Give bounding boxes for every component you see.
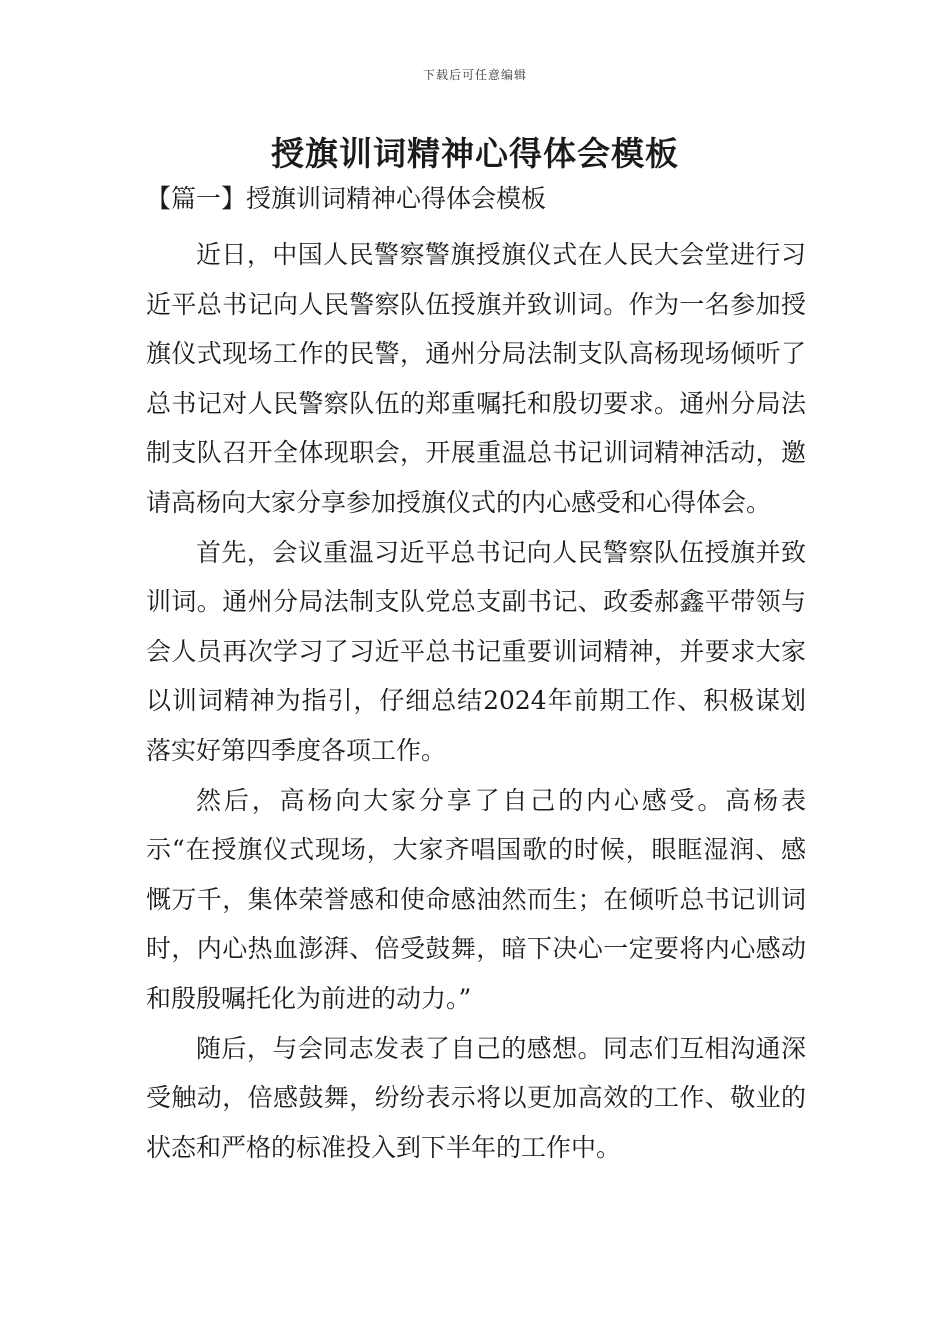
header-note: 下载后可任意编辑 xyxy=(422,68,527,82)
document-title: 授旗训词精神心得体会模板 xyxy=(271,134,679,173)
section-heading: 【篇一】授旗训词精神心得体会模板 xyxy=(146,184,547,213)
paragraph: 首先，会议重温习近平总书记向人民警察队伍授旗并致训词。通州分局法制支队党总支副书记、政委郝鑫平带领与会人员再次学习了习近平总书记重要训词精神，并要求大家以训词精神为指引，仔细总结2024年前期工作、积极谋划落实好第四季度各项工作。 xyxy=(146,537,806,765)
paragraph: 然后，高杨向大家分享了自己的内心感受。高杨表示“在授旗仪式现场，大家齐唱国歌的时候，眼眶湿润、感慨万千，集体荣誉感和使命感油然而生；在倾听总书记训词时，内心热血澎湃、倍受鼓舞，暗下决心一定要将内心感动和殷殷嘱托化为前进的动力。” xyxy=(146,785,806,1013)
paragraph: 近日，中国人民警察警旗授旗仪式在人民大会堂进行习近平总书记向人民警察队伍授旗并致训词。作为一名参加授旗仪式现场工作的民警，通州分局法制支队高杨现场倾听了总书记对人民警察队伍的郑重嘱托和殷切要求。通州分局法制支队召开全体现职会，开展重温总书记训词精神活动，邀请高杨向大家分享参加授旗仪式的内心感受和心得体会。 xyxy=(146,240,806,517)
document-body xyxy=(146,230,806,1172)
paragraph: 随后，与会同志发表了自己的感想。同志们互相沟通深受触动，倍感鼓舞，纷纷表示将以更加高效的工作、敬业的状态和严格的标准投入到下半年的工作中。 xyxy=(146,1033,806,1162)
